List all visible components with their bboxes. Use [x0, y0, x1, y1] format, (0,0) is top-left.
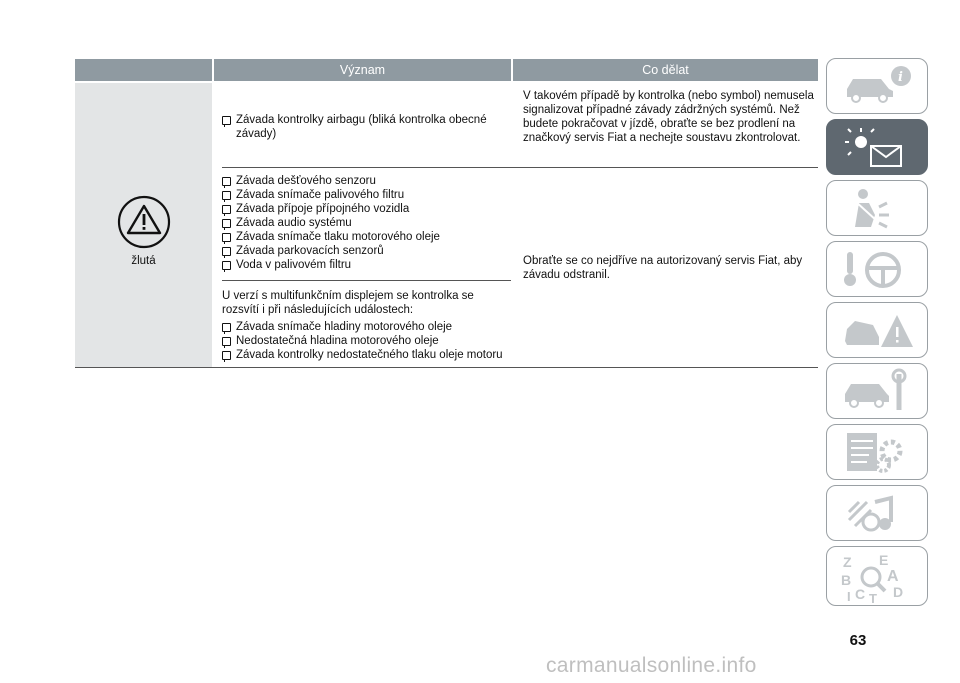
- index-letter: D: [893, 584, 904, 600]
- tab-index[interactable]: [826, 546, 928, 606]
- row2-action: Obraťte se co nejdříve na autorizovaný servis Fiat, aby závadu odstranil.: [523, 255, 803, 281]
- list-item: Závada kontrolky nedostatečného tlaku oleje motoru: [222, 348, 511, 362]
- list-item: Závada dešťového senzoru: [222, 174, 511, 188]
- technical-data-icon: [841, 429, 917, 475]
- list-item: Závada audio systému: [222, 216, 511, 230]
- index-letter: C: [855, 586, 866, 602]
- list-item: Závada parkovacích senzorů: [222, 244, 511, 258]
- watermark: carmanualsonline.info: [546, 654, 757, 677]
- bullet-icon: [222, 219, 231, 228]
- icon-column: [75, 83, 212, 368]
- tab-safety[interactable]: [826, 180, 928, 236]
- tab-driving[interactable]: [826, 241, 928, 297]
- bullet-icon: [222, 233, 231, 242]
- warning-lights-icon: [841, 124, 917, 170]
- list-item: Nedostatečná hladina motorového oleje: [222, 334, 511, 348]
- bullet-icon: [222, 191, 231, 200]
- bullet-icon: [222, 247, 231, 256]
- color-label: žlutá: [131, 255, 156, 267]
- tab-emergency[interactable]: [826, 302, 928, 358]
- list-item: Závada snímače palivového filtru: [222, 188, 511, 202]
- row1-action: V takovém případě by kontrolka (nebo symbol) nemusela signalizovat případné závady zádržných systémů. Než budete pokračovat v jízdě, obraťte se bez prodlení na značkový servis Fiat a nechejte soustavu zkontrolovat.: [523, 90, 814, 144]
- header-action: Co dělat: [513, 59, 818, 81]
- multimedia-icon: [841, 490, 917, 536]
- intro-text: U verzí s multifunkčním displejem se kontrolka se rozsvítí i při následujících událostech:: [222, 290, 474, 316]
- row2-meaning-extra: [222, 289, 511, 362]
- header-icon-column: [75, 59, 212, 81]
- bullet-icon: [222, 177, 231, 186]
- index-letter: B: [841, 572, 852, 588]
- index-letter: E: [879, 552, 889, 568]
- row-divider: [222, 167, 818, 168]
- list-item: Voda v palivovém filtru: [222, 258, 511, 272]
- index-letter: A: [887, 568, 899, 585]
- driving-icon: [841, 246, 917, 292]
- warning-triangle-icon: [117, 195, 171, 249]
- svg-text:i: i: [898, 70, 903, 85]
- tab-maintenance[interactable]: [826, 363, 928, 419]
- header-meaning: Význam: [214, 59, 511, 81]
- list-item: Závada snímače hladiny motorového oleje: [222, 320, 511, 334]
- tab-technical-data[interactable]: [826, 424, 928, 480]
- list-item: Závada snímače tlaku motorového oleje: [222, 230, 511, 244]
- page-number: 63: [849, 632, 867, 649]
- sub-divider: [222, 280, 511, 281]
- index-letter: I: [847, 589, 851, 603]
- row1-meaning: [222, 113, 502, 141]
- bullet-icon: [222, 116, 231, 125]
- bullet-icon: [222, 205, 231, 214]
- bullet-icon: [222, 323, 231, 332]
- tab-multimedia[interactable]: [826, 485, 928, 541]
- table-bottom-border: [75, 367, 818, 368]
- row2-meaning: [222, 174, 511, 272]
- bullet-icon: [222, 337, 231, 346]
- index-letter: T: [869, 591, 877, 603]
- index-icon: [841, 551, 917, 603]
- index-letter: Z: [843, 554, 852, 570]
- emergency-icon: [841, 307, 917, 353]
- tab-warning-lights[interactable]: [826, 119, 928, 175]
- tab-car-info[interactable]: [826, 58, 928, 114]
- car-info-icon: [841, 63, 917, 109]
- maintenance-icon: [841, 368, 917, 414]
- warning-lights-table: [75, 59, 818, 368]
- list-item: Závada přípoje přípojného vozidla: [222, 202, 511, 216]
- list-item: Závada kontrolky airbagu (bliká kontrolka obecné závady): [222, 113, 502, 141]
- bullet-icon: [222, 261, 231, 270]
- bullet-icon: [222, 351, 231, 360]
- safety-airbag-icon: [841, 185, 917, 231]
